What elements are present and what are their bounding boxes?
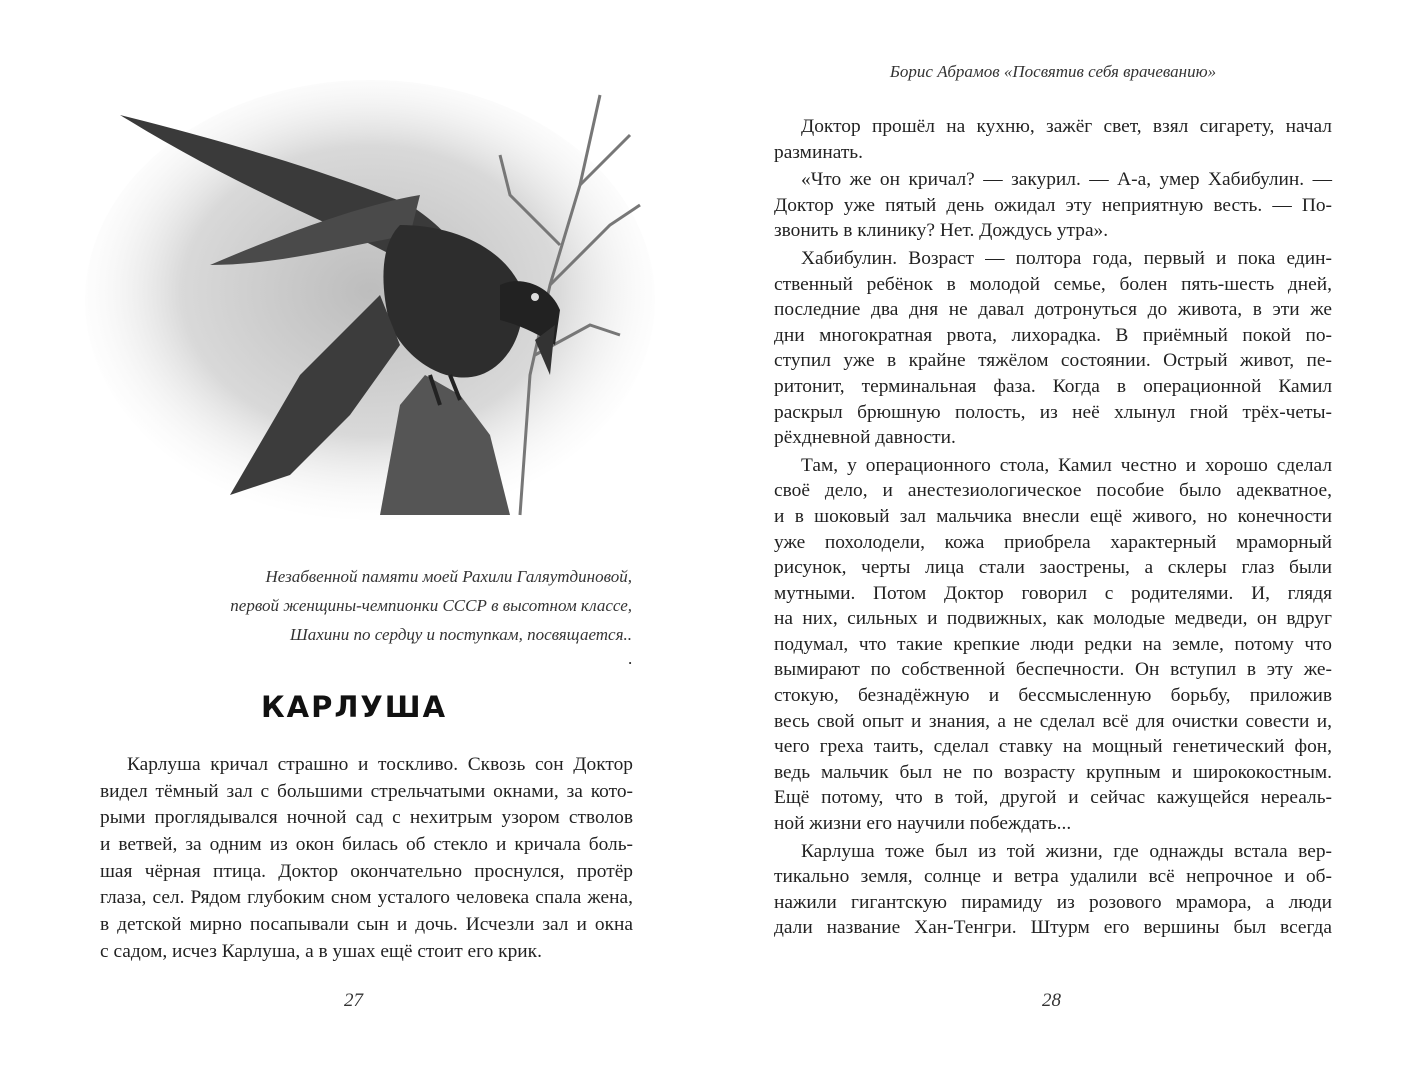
paragraph: [774, 114, 1332, 165]
text-line: Доктор уже пятый день ожидал эту неприятную весть. — По-: [774, 194, 1332, 216]
text-line: последние два дня не давал дотронуться до живота, в эти же: [774, 299, 1332, 321]
text-line: Карлуша тоже был из той жизни, где однажды встала вер-: [801, 840, 1332, 862]
text-line: Ещё потому, что в той, другой и сейчас кажущейся нереаль-: [774, 787, 1332, 809]
running-header: Борис Абрамов «Посвятив себя врачеванию»: [889, 62, 1217, 81]
text-line: Там, у операционного стола, Камил честно и хорошо сделал: [801, 454, 1332, 476]
paragraph: [774, 246, 1332, 451]
text-line: Хабибулин. Возраст — полтора года, первый и пока един-: [801, 247, 1332, 269]
text-line: звонить в клинику? Нет. Дождусь утра».: [774, 220, 1109, 242]
dedication-line: Незабвенной памяти моей Рахили Галяутдиновой,: [265, 567, 632, 586]
paragraph: [774, 839, 1332, 941]
text-line: Доктор прошёл на кухню, зажёг свет, взял сигарету, начал: [801, 116, 1332, 137]
right-body-text: [774, 114, 1332, 943]
text-line: тикально земля, солнце и ветра удалили всё непрочное и об-: [774, 866, 1332, 888]
dedication-dot: .: [628, 649, 633, 668]
text-line: уже похолодели, кожа приобрела характерный мраморный: [774, 531, 1332, 553]
text-line: видел тёмный зал с большими стрельчатыми окнами, за кото-: [100, 780, 633, 802]
text-line: в детской мирно посапывали сын и дочь. Исчезли зал и окна: [100, 914, 633, 936]
text-line: Карлуша кричал страшно и тоскливо. Сквозь сон Доктор: [127, 754, 633, 775]
text-line: рисунок, черты лица стали заострены, а склеры глаз были: [774, 557, 1332, 579]
text-line: «Что же он кричал? — закурил. — А-а, умер Хабибулин. —: [801, 169, 1332, 191]
text-line: нажили гигантскую пирамиду из розового мрамора, а люди: [774, 891, 1332, 913]
text-line: ступил уже в крайне тяжёлом состоянии. Острый живот, пе-: [774, 350, 1332, 372]
text-line: раскрыл брюшную полость, из неё хлынул гной трёх-четы-: [774, 401, 1332, 423]
paragraph: [774, 167, 1332, 244]
dedication: [230, 562, 632, 649]
text-line: дни многократная рвота, лихорадка. В приёмный покой по-: [774, 324, 1332, 346]
text-line: весь свой опыт и знания, а не сделал всё для очистки совести и,: [774, 710, 1332, 732]
text-line: ной жизни его научили побеждать...: [774, 813, 1072, 835]
text-line: рыми проглядывался ночной сад с нехитрым узором стволов: [100, 807, 633, 829]
paragraph: [774, 453, 1332, 837]
text-line: глаза, сел. Рядом глубоким сном усталого человека спала жена,: [100, 887, 633, 909]
text-line: ственный ребёнок в молодой семье, болен пять-шесть дней,: [774, 273, 1332, 295]
text-line: ведь мальчик был не по возрасту крупным и ширококостным.: [774, 761, 1332, 783]
left-body-text: [100, 752, 633, 970]
text-line: стокую, безнадёжную и бессмысленную борьбу, приложив: [774, 685, 1332, 707]
chapter-title: КАРЛУША: [260, 690, 448, 724]
text-line: чего греха таить, сделал ставку на мощный генетический фон,: [774, 736, 1332, 758]
text-line: рёхдневной давности.: [774, 427, 956, 449]
right-page: [702, 0, 1404, 1080]
text-line: и в шоковый зал мальчика внесли ещё живого, но конечности: [774, 505, 1332, 527]
text-line: с садом, исчез Карлуша, а в ушах ещё стоит его крик.: [100, 940, 542, 962]
paragraph: [100, 752, 633, 966]
text-line: и ветвей, за одним из окон билась об стекло и кричала боль-: [100, 834, 633, 856]
dedication-line: Шахини по сердцу и поступкам, посвящается..: [289, 625, 632, 644]
text-line: мутными. Потом Доктор говорил с родителями. И, глядя: [774, 582, 1332, 604]
text-line: вымирают по собственной беспечности. Он вступил в эту же-: [774, 659, 1332, 681]
page-number: 27: [344, 990, 363, 1011]
text-line: дали название Хан-Тенгри. Штурм его вершины был всегда: [774, 917, 1332, 939]
text-line: шая чёрная птица. Доктор окончательно проснулся, протёр: [100, 860, 633, 882]
text-line: своё дело, и анестезиологическое пособие было адекватное,: [774, 480, 1332, 502]
text-line: подумал, что такие крепкие люди редки на земле, потому что: [774, 633, 1332, 655]
text-line: разминать.: [774, 141, 863, 163]
dedication-line: первой женщины-чемпионки СССР в высотном классе,: [230, 596, 632, 615]
crow-illustration: [80, 75, 660, 520]
text-line: ритонит, терминальная фаза. Когда в операционной Камил: [774, 375, 1332, 397]
page-number: 28: [1042, 990, 1061, 1011]
text-line: на них, сильных и подвижных, как молодые медведи, он вдруг: [774, 608, 1332, 630]
